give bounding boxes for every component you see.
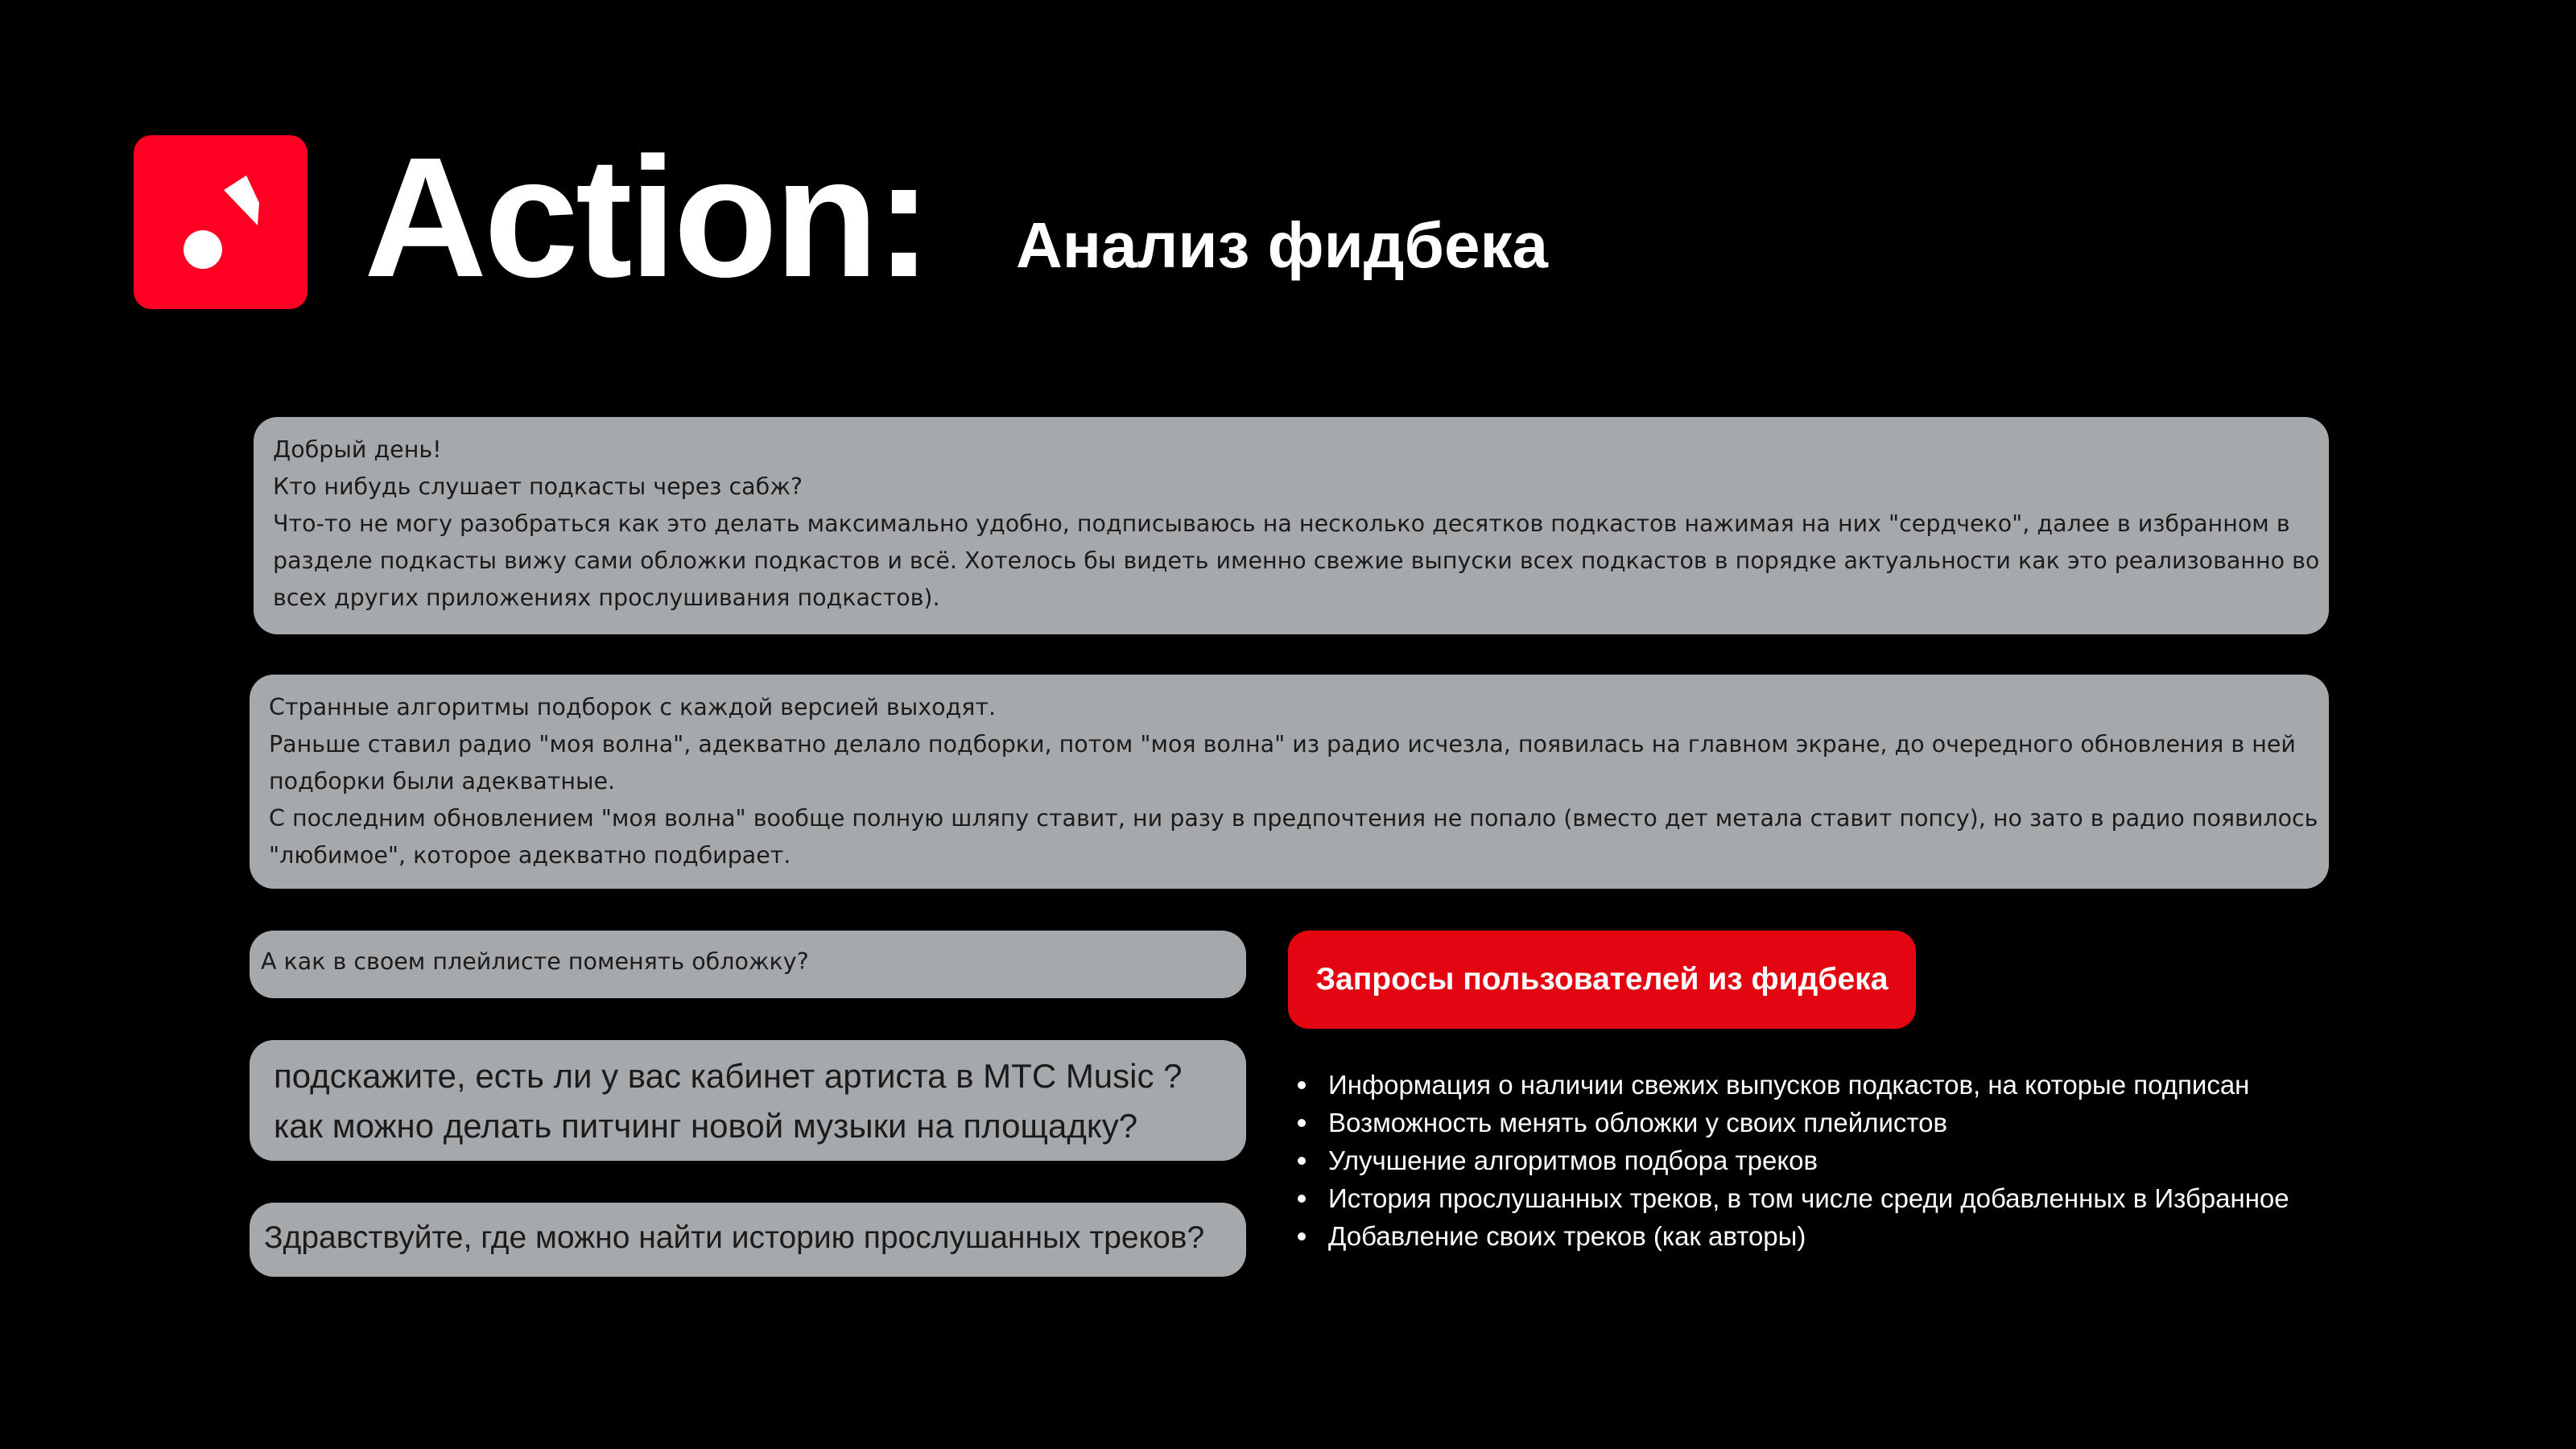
- requests-list: [1296, 1066, 2289, 1255]
- bullet-icon: [1298, 1195, 1306, 1203]
- feedback-message: [250, 1040, 1246, 1161]
- bullet-icon: [1298, 1157, 1306, 1165]
- list-item-label: Возможность менять обложки у своих плейлистов: [1328, 1108, 1948, 1137]
- list-item: [1296, 1217, 2289, 1255]
- requests-badge: Запросы пользователей из фидбека: [1288, 931, 1916, 1029]
- feedback-message: [250, 675, 2329, 889]
- list-item: [1296, 1141, 2289, 1179]
- message-line: Странные алгоритмы подборок с каждой версией выходят.: [269, 694, 997, 720]
- list-item: [1296, 1179, 2289, 1217]
- message-line: подскажите, есть ли у вас кабинет артиста в МТС Music ?: [274, 1057, 1183, 1095]
- feedback-message: [254, 417, 2329, 634]
- list-item-label: Информация о наличии свежих выпусков подкастов, на которые подписан: [1328, 1070, 2250, 1100]
- message-line: Что-то не могу разобраться как это делать максимально удобно, подписываюсь на несколько десятков подкастов нажимая на них "сердчеко", далее в избранном в: [273, 510, 2290, 537]
- list-item-label: Улучшение алгоритмов подбора треков: [1328, 1146, 1818, 1175]
- list-item: [1296, 1104, 2289, 1141]
- message-line: С последним обновлением "моя волна" вообще полную шляпу ставит, ни разу в предпочтения не попало (вместо дет метала ставит попсу), но зато в радио появилось: [269, 805, 2318, 832]
- page-subtitle: Анализ фидбека: [1016, 209, 1548, 281]
- message-line: Добрый день!: [273, 436, 442, 463]
- message-line: как можно делать питчинг новой музыки на площадку?: [274, 1107, 1138, 1145]
- message-line: "любимое", которое адекватно подбирает.: [269, 842, 791, 869]
- message-line: А как в своем плейлисте поменять обложку?: [261, 948, 809, 975]
- bullet-icon: [1298, 1081, 1306, 1089]
- page-title: Action:: [364, 122, 930, 312]
- feedback-message: [250, 1203, 1246, 1277]
- message-line: всех других приложениях прослушивания подкастов).: [273, 584, 940, 611]
- feedback-message: [250, 931, 1246, 998]
- bullet-icon: [1298, 1232, 1306, 1241]
- list-item: [1296, 1066, 2289, 1104]
- app-logo: [134, 135, 308, 309]
- music-note-icon: [134, 135, 308, 309]
- list-item-label: История прослушанных треков, в том числе среди добавленных в Избранное: [1328, 1183, 2289, 1213]
- message-line: подборки были адекватные.: [269, 768, 616, 795]
- message-line: Раньше ставил радио "моя волна", адекватно делало подборки, потом "моя волна" из радио исчезла, появилась на главном экране, до очередного обновления в ней: [269, 731, 2296, 758]
- bullet-icon: [1298, 1119, 1306, 1127]
- message-line: Кто нибудь слушает подкасты через сабж?: [273, 473, 803, 500]
- message-line: разделе подкасты вижу сами обложки подкастов и всё. Хотелось бы видеть именно свежие выпуски всех подкастов в порядке актуальности как это реализованно во: [273, 547, 2320, 574]
- message-line: Здравствуйте, где можно найти историю прослушанных треков?: [264, 1220, 1205, 1255]
- list-item-label: Добавление своих треков (как авторы): [1328, 1221, 1806, 1251]
